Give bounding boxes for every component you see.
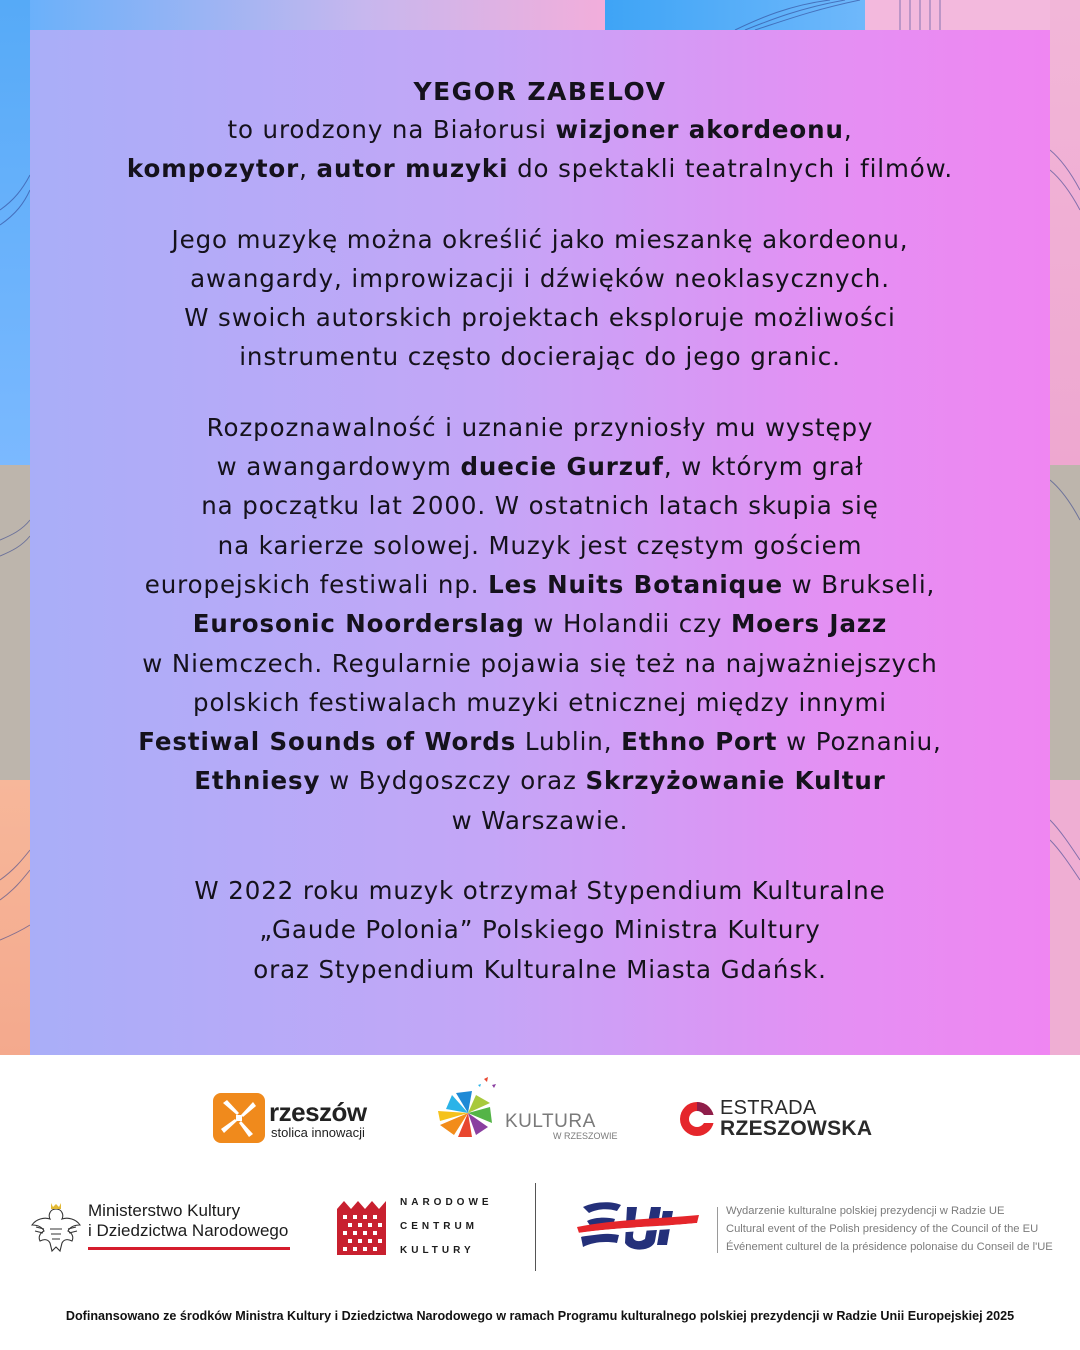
kultura-sub: W RZESZOWIE	[553, 1131, 618, 1141]
estrada-mark-icon	[678, 1100, 716, 1138]
rzeszow-mark-icon	[213, 1093, 265, 1143]
artist-name: YEGOR ZABELOV	[413, 77, 667, 106]
estrada-line2: RZESZOWSKA	[720, 1117, 873, 1140]
eu-divider	[717, 1207, 718, 1253]
nck-line1: NARODOWE	[400, 1197, 493, 1208]
ministry-line2: i Dziedzictwa Narodowego	[88, 1221, 289, 1240]
funding-note: Dofinansowano ze środków Ministra Kultury i Dziedzictwa Narodowego w ramach Programu kulturalnego polskiej prezydencji w Radzie Unii Europejskiej 2025	[65, 1309, 1015, 1323]
sponsors-footer	[0, 1055, 1080, 1350]
bio-line: Ethniesy w Bydgoszczy oraz Skrzyżowanie Kultur	[194, 766, 886, 796]
bio-line: W 2022 roku muzyk otrzymał Stypendium Kulturalne	[194, 876, 886, 906]
bio-card	[30, 30, 1050, 1055]
rzeszow-name: rzeszów	[269, 1097, 367, 1127]
bio-line: polskich festiwalach muzyki etnicznej między innymi	[193, 687, 887, 717]
bio-line: W swoich autorskich projektach eksploruje możliwości	[184, 303, 896, 333]
bio-line: na karierze solowej. Muzyk jest częstym gościem	[217, 530, 863, 560]
kultura-logo	[432, 1073, 632, 1148]
footer-divider	[535, 1183, 536, 1271]
bio-line: to urodzony na Białorusi wizjoner akordeonu,	[227, 115, 853, 144]
bio-line: na początku lat 2000. W ostatnich latach skupia się	[201, 491, 879, 521]
estrada-line1: ESTRADA	[720, 1097, 817, 1119]
bio-line: awangardy, improwizacji i dźwięków neoklasycznych.	[190, 263, 890, 293]
nck-logo	[335, 1197, 505, 1272]
estrada-logo	[678, 1097, 878, 1147]
eu-text-en: Cultural event of the Polish presidency of the Council of the EU	[726, 1223, 1039, 1235]
eu-text-fr: Événement culturel de la présidence polonaise du Conseil de l'UE	[726, 1241, 1053, 1253]
bio-line: Festiwal Sounds of Words Lublin, Ethno Port w Poznaniu,	[138, 727, 942, 757]
nck-line3: KULTURY	[400, 1245, 475, 1256]
kultura-pinwheel-icon	[432, 1073, 504, 1148]
bio-line: Rozpoznawalność i uznanie przyniosły mu występy	[206, 412, 874, 442]
nck-line2: CENTRUM	[400, 1221, 478, 1232]
bio-line: „Gaude Polonia” Polskiego Ministra Kultury	[259, 915, 821, 945]
bio-line: w Warszawie.	[451, 805, 629, 835]
bio-line: europejskich festiwali np. Les Nuits Botanique w Brukseli,	[144, 569, 936, 599]
rzeszow-logo	[213, 1093, 383, 1145]
nck-crown-icon	[335, 1199, 387, 1255]
ministry-name	[88, 1201, 288, 1241]
kultura-name: KULTURA	[505, 1111, 596, 1132]
bio-line: instrumentu często docierając do jego granic.	[239, 342, 841, 372]
ministry-logo	[30, 1197, 300, 1262]
bio-line: w awangardowym duecie Gurzuf, w którym grał	[216, 452, 864, 482]
bio-line: Eurosonic Noorderslag w Holandii czy Moers Jazz	[192, 609, 888, 639]
eu-text-pl: Wydarzenie kulturalne polskiej prezydencji w Radzie UE	[726, 1205, 1005, 1217]
bio-line: kompozytor, autor muzyki do spektakli teatralnych i filmów.	[126, 154, 954, 184]
ministry-red-rule	[88, 1247, 290, 1250]
ministry-line1: Ministerstwo Kultury	[88, 1201, 241, 1220]
bio-text	[30, 74, 1050, 989]
rzeszow-tagline: stolica innowacji	[271, 1125, 365, 1140]
bio-line: oraz Stypendium Kulturalne Miasta Gdańsk.	[253, 954, 827, 984]
eu-presidency-logo	[577, 1195, 1057, 1265]
polish-eagle-icon	[30, 1199, 82, 1255]
eu-presidency-mark-icon	[577, 1197, 702, 1257]
bio-line: w Niemczech. Regularnie pojawia się też na najważniejszych	[142, 648, 938, 678]
bio-line: Jego muzykę można określić jako mieszankę akordeonu,	[171, 224, 909, 254]
